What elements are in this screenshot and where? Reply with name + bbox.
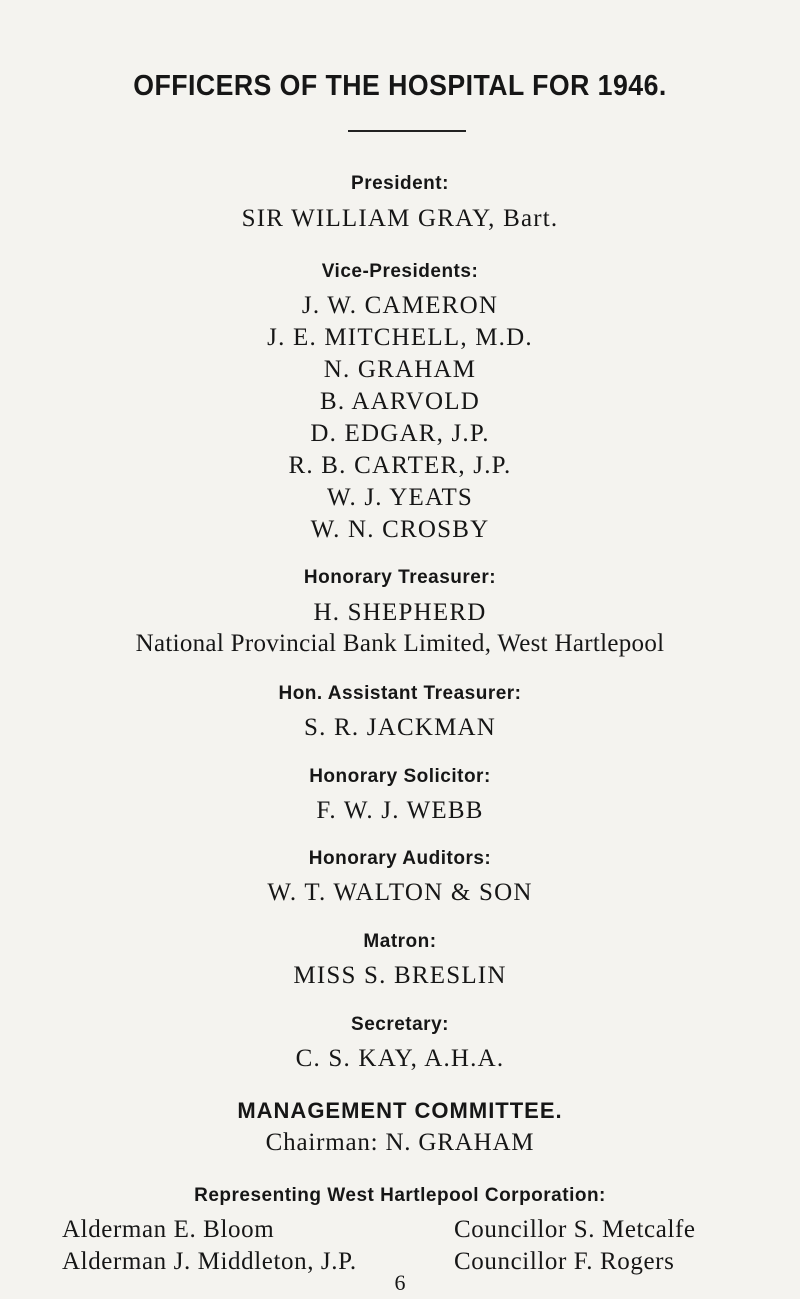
treasurer-bank: National Provincial Bank Limited, West Hartlepool [135,630,665,657]
councillor-name: Councillor F. Rogers [454,1248,675,1275]
auditors-name: W. T. WALTON & SON [267,879,533,906]
page-title: OFFICERS OF THE HOSPITAL FOR 1946. [133,70,667,102]
vice-president-name: J. W. CAMERON [301,292,499,319]
vice-president-name: B. AARVOLD [319,388,480,415]
assistant-treasurer-name: S. R. JACKMAN [303,714,497,741]
solicitor-heading: Honorary Solicitor: [309,766,491,787]
auditors-heading: Honorary Auditors: [308,848,492,869]
solicitor-name: F. W. J. WEBB [316,797,484,824]
treasurer-heading: Honorary Treasurer: [303,567,497,588]
vice-president-name: W. J. YEATS [326,484,474,511]
matron-name: MISS S. BRESLIN [293,962,507,989]
alderman-name: Alderman E. Bloom [62,1216,275,1243]
assistant-treasurer-heading: Hon. Assistant Treasurer: [278,683,522,704]
title-rule [348,130,466,132]
vice-president-name: J. E. MITCHELL, M.D. [267,324,533,351]
alderman-name: Alderman J. Middleton, J.P. [62,1248,357,1275]
committee-chairman: Chairman: N. GRAHAM [265,1129,535,1156]
vice-presidents-heading: Vice-Presidents: [321,261,479,282]
treasurer-name: H. SHEPHERD [313,599,487,626]
president-heading: President: [351,173,449,194]
secretary-heading: Secretary: [351,1014,449,1035]
vice-president-name: W. N. CROSBY [310,516,490,543]
councillor-name: Councillor S. Metcalfe [454,1216,696,1243]
representing-heading: Representing West Hartlepool Corporation: [194,1185,606,1206]
committee-heading: MANAGEMENT COMMITTEE. [237,1098,563,1123]
vice-president-name: D. EDGAR, J.P. [310,420,490,447]
secretary-name: C. S. KAY, A.H.A. [295,1045,505,1072]
vice-president-name: N. GRAHAM [323,356,477,383]
matron-heading: Matron: [363,931,437,952]
president-name: SIR WILLIAM GRAY, Bart. [241,205,559,232]
vice-president-name: R. B. CARTER, J.P. [288,452,512,479]
page-number: 6 [394,1270,406,1295]
